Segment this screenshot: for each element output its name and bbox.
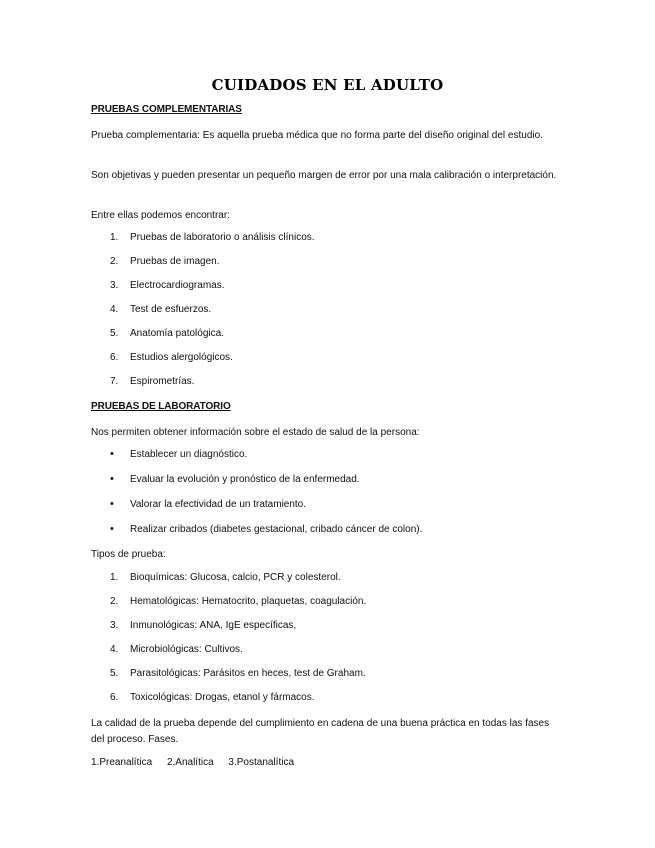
paragraph-types-intro: Tipos de prueba:	[91, 549, 166, 560]
paragraph-lab-intro: Nos permiten obtener información sobre el estado de salud de la persona:	[91, 427, 420, 438]
phases-line	[91, 757, 306, 768]
paragraph-objectivity: Son objetivas y pueden presentar un pequeño margen de error por una mala calibración o interpretación.	[91, 170, 557, 181]
section-heading-pruebas-laboratorio: PRUEBAS DE LABORATORIO	[91, 401, 231, 412]
phase-postanalitica: 3.Postanalítica	[228, 757, 295, 768]
document-page: CUIDADOS EN EL ADULTO PRUEBAS COMPLEMENTARIAS Prueba complementaria: Es aquella prueba médica que no forma parte del diseño original del estudio. Son objetivas y pueden presentar un pequeño margen de error por una mala calibración o interpretación. Entre ellas podemos encontrar: 1. Pruebas de laboratorio o análisis clínicos. 2. Pruebas de imagen. 3. Electrocardiogramas. 4. Test de esfuerzos. 5. Anatomía patológica. 6. Estudios alergológicos. 7. Espirometrías. PRUEBAS DE LABORATORIO Nos permiten obtener información sobre el estado de salud de la persona: • Establecer un diagnóstico. • Evaluar la evolución y pronóstico de la enfermedad. • Valorar la efectividad de un tratamiento. • Realizar cribados (diabetes gestacional, cribado cáncer de colon). Tipos de prueba: 1. Bioquímicas: Glucosa, calcio, PCR y colesterol. 2. Hematológicas: Hematocrito, plaquetas, coagulación. 3. Inmunológicas: ANA, IgE específicas, 4. Microbiológicas: Cultivos. 5. Parasitológicas: Parásitos en heces, test de Graham. 6. Toxicológicas: Drogas, etanol y fármacos. La calidad de la prueba depende del cumplimiento en cadena de una buena práctica en todas las fases del proceso. Fases. 1.Preanalítica 2.Analítica 3.Postanalítica	[0, 0, 655, 848]
paragraph-quality: La calidad de la prueba depende del cumplimiento en cadena de una buena práctica en todas las fases del proceso. Fases.	[91, 718, 550, 745]
paragraph-intro-list: Entre ellas podemos encontrar:	[91, 210, 230, 221]
paragraph-definition: Prueba complementaria: Es aquella prueba médica que no forma parte del diseño original del estudio.	[91, 130, 543, 141]
page-title: CUIDADOS EN EL ADULTO	[211, 76, 444, 94]
section-heading-pruebas-complementarias: PRUEBAS COMPLEMENTARIAS	[91, 104, 242, 115]
phase-preanalitica: 1.Preanalítica	[91, 757, 153, 768]
phase-analitica: 2.Analítica	[166, 757, 214, 768]
